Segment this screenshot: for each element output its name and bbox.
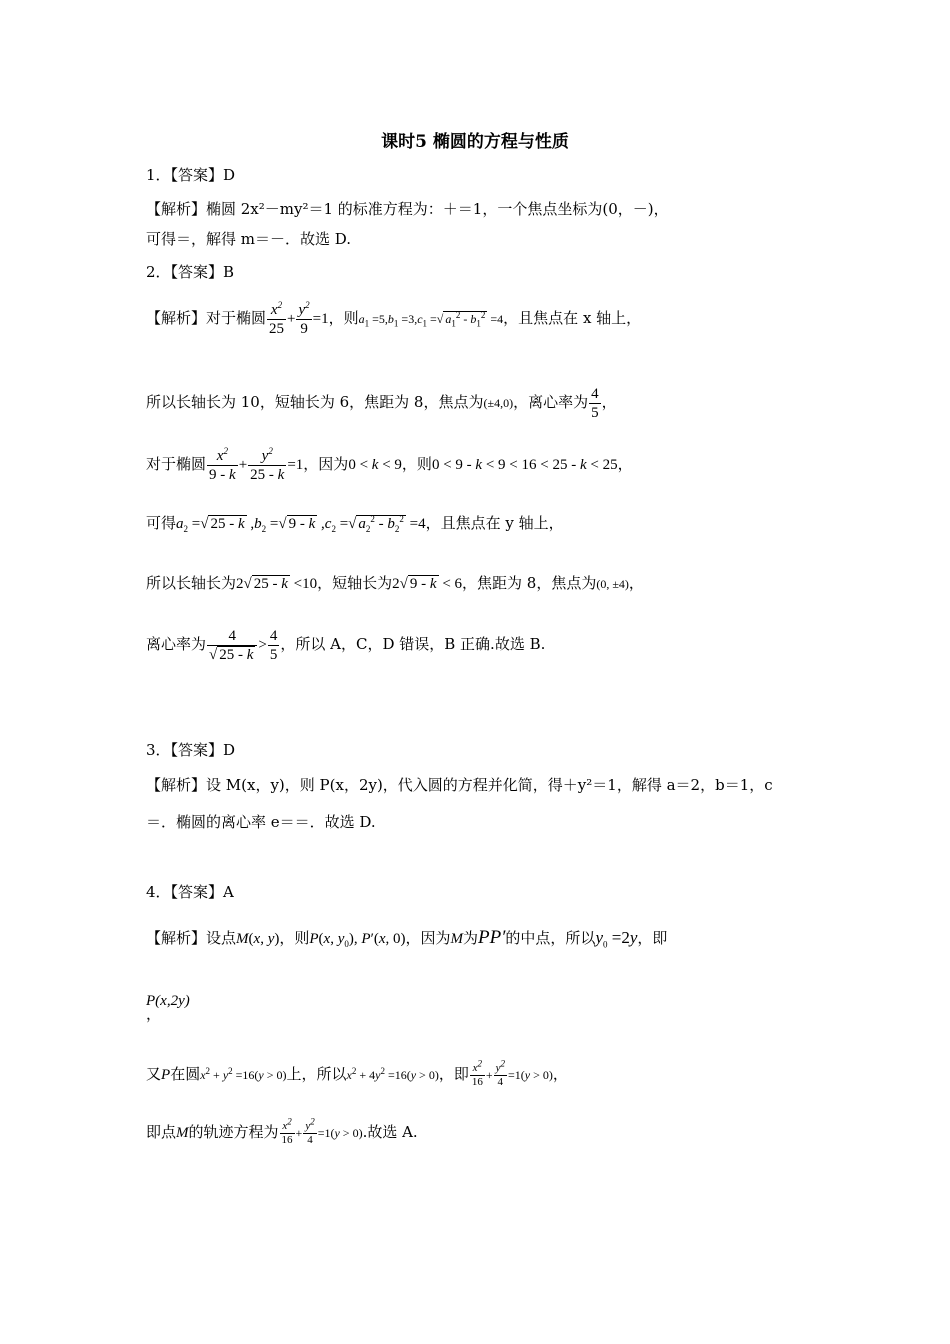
q2-l1-prefix: 【解析】对于椭圆 [146,309,267,327]
ellipse-4-y: $\frac{y^2}{4}$ [495,1057,505,1088]
q2-l2-mid: ，离心率为 [513,393,589,411]
point-M: M(x, y) [236,931,280,947]
q4-l1-d: 的中点，所以 [505,929,596,947]
eccentricity-compare: $\frac{4}{5}$ [269,627,278,663]
ellipse-1-params: $a_1 =5,b_1 =3,c_1$ =√ $a_1^2 - b_1^2 =4$ [358,310,504,329]
q4-l3-d: ， [552,1065,568,1083]
q4-l4-suffix: .故选 A. [362,1123,418,1141]
minor-axis-ineq: 2√ 9 - k < 6 [392,576,463,592]
q4-l3-prefix: 又 [146,1065,162,1083]
q1-answer: 1．【答案】D [146,166,236,184]
locus-x: $\frac{x^2}{16}$ [281,1115,293,1146]
eccentricity-2: $\frac{4}{√ 25 - k}$ [207,627,257,664]
ellipse-1-fraction-x: $\frac{x^2}{25}$ [269,299,285,337]
q4-l3-c: ，即 [438,1065,469,1083]
q4-l1-prefix: 【解析】设点 [146,929,237,947]
q4-l1-c: 为 [463,929,479,947]
q2-l6-prefix: 离心率为 [146,635,207,653]
foci-1: (±4,0) [483,396,514,410]
q3-analysis-line-2: ＝．椭圆的离心率 e＝＝．故选 D. [146,813,376,831]
point-P-expr: P(x,2y) [146,993,190,1009]
substituted-equation: $x^2 + 4y^2 =16(y > 0)$ [346,1066,439,1082]
foci-2: (0, ±4) [596,577,629,591]
q4-answer: 4．【答案】A [146,883,234,901]
q4-l3-b: 上，所以 [286,1065,347,1083]
eccentricity-1: $\frac{4}{5}$ [591,385,599,421]
segment-PP-prime: PP′ [478,927,506,948]
q4-analysis-line-3: 又P在圆$x^2 + y^2 =16(y > 0)$上，所以$x^2 + 4y^2 =16(y > 0)$，即 $\frac{x^2}{16}$ + $\frac{y^2}{4}$ =1(y > 0)， [146,1057,568,1088]
q2-analysis-line-1: 【解析】对于椭圆 $\frac{x^2}{25}$ + $\frac{y^2}{9}$ =1，则$a_1 =5,b_1 =3,c_1$ =√ $a_1^2 - b_1^2 =4$，且焦点在 x 轴上， [146,299,642,337]
q2-l5-prefix: 所以长轴长为 [146,574,237,592]
q4-l3-a: 在圆 [170,1065,201,1083]
q2-l4-prefix: 可得 [146,514,177,532]
q2-l5-mid2: ，焦距为 8，焦点为 [462,574,597,592]
q3-answer: 3．【答案】D [146,741,236,759]
ellipse-4-x: $\frac{x^2}{16}$ [471,1057,483,1088]
q2-l3-mid2: ，则 [401,455,432,473]
q4-analysis-line-4: 即点M的轨迹方程为 $\frac{x^2}{16}$ + $\frac{y^2}{4}$ =1(y > 0).故选 A. [146,1115,418,1146]
q2-analysis-line-4 [146,505,564,542]
q3-analysis-line-1: 【解析】设 M(x，y)，则 P(x，2y)，代入圆的方程并化简，得＋y²＝1，解得 a＝2，b＝1，c [146,776,773,794]
symbol-M: M [450,931,464,947]
q1-analysis-line-1: 【解析】椭圆 2x²－my²＝1 的标准方程为：＋＝1，一个焦点坐标为(0，－)， [146,200,669,218]
ellipse-2-fraction-y: $\frac{y^2}{25 - k}$ [250,445,285,483]
q2-analysis-line-3: 对于椭圆 $\frac{x^2}{9 - k}$ + $\frac{y^2}{25 - k}$ =1，因为0 < k < 9，则0 < 9 - k < 9 < 16 < 25 - k < 25， [146,445,633,483]
q2-l1-suffix: ，且焦点在 x 轴上， [503,309,642,327]
q2-analysis-line-5: 所以长轴长为2√ 25 - k <10，短轴长为2√ 9 - k < 6，焦距为 8，焦点为(0, ±4)， [146,574,644,592]
q2-l2-prefix: 所以长轴长为 10，短轴长为 6，焦距为 8，焦点为 [146,393,484,411]
page-title: 课时5 椭圆的方程与性质 [381,132,569,152]
inequality-chain: 0 < 9 - k < 9 < 16 < 25 - k < 25 [431,457,618,473]
locus-y: $\frac{y^2}{4}$ [305,1115,315,1146]
q2-l6-suffix: ，所以 A，C，D 错误，B 正确.故选 B. [280,635,546,653]
q2-l4-suffix: ，且焦点在 y 轴上， [425,514,564,532]
q4-analysis-line-1 [146,918,667,959]
ellipse-2-fraction-x: $\frac{x^2}{9 - k}$ [209,445,236,483]
q2-analysis-line-6: 离心率为 $\frac{4}{√ 25 - k}$ > $\frac{4}{5}$ ，所以 A，C，D 错误，B 正确.故选 B. [146,627,546,663]
q2-answer: 2．【答案】B [146,263,235,281]
q4-l4-a: 的轨迹方程为 [188,1123,279,1141]
circle-equation: $x^2 + y^2 =16(y > 0)$ [200,1066,287,1082]
points-P-P-prime: P(x, $y_0$), P′(x, 0) [309,931,406,949]
ellipse-1-fraction-y: $\frac{y^2}{9}$ [298,299,310,337]
q2-l1-mid: ，则 [328,309,359,327]
k-range: 0 < k < 9 [348,457,402,473]
q2-analysis-line-2: 所以长轴长为 10，短轴长为 6，焦距为 8，焦点为(±4,0)，离心率为 $\frac{4}{5}$ ， [146,385,617,421]
y0-eq: $y_0 =2y$ [595,928,638,950]
q4-l1-e: ，即 [637,929,668,947]
q4-l1-a: ，则 [279,929,310,947]
q2-l3-prefix: 对于椭圆 [146,455,207,473]
symbol-M-2: M [176,1125,189,1141]
q1-analysis-line-2: 可得＝，解得 m＝－．故选 D. [146,230,352,248]
symbol-P: P [161,1067,171,1083]
q4-l4-prefix: 即点 [146,1123,177,1141]
q2-l5-mid: ，短轴长为 [317,574,393,592]
q4-l2-comma: ， [146,1005,162,1023]
ellipse-2-params: $a_2$ =√ 25 - k $,b_2$ =√ 9 - k $,c_2$ =√ $a_2^2 - b_2^2 =4$ [176,514,426,534]
major-axis-ineq: 2√ 25 - k <10 [236,576,318,592]
q2-l3-mid: ，因为 [303,455,349,473]
q4-l1-b: ，因为 [405,929,451,947]
